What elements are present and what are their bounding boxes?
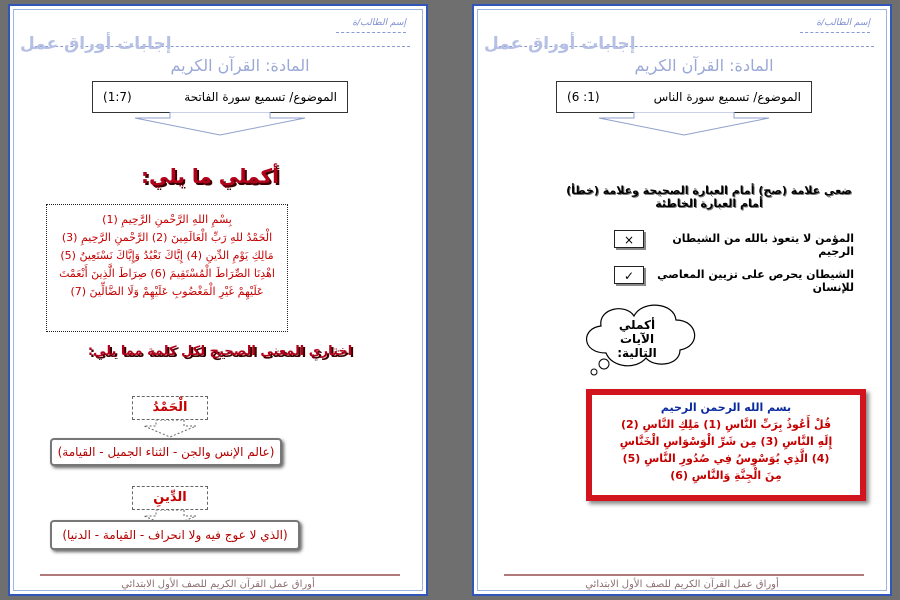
fatiha-verses-box (46, 204, 288, 332)
surah-line: قُلْ أَعُوذُ بِرَبِّ النَّاسِ (1) مَلِكِ النَّاسِ (2) (620, 418, 832, 431)
down-arrow-shape (130, 112, 310, 136)
worksheet-page-fatiha (8, 4, 428, 596)
statement-2: الشيطان يحرص على تزيين المعاصي للإنسان (657, 268, 854, 294)
topic-range: (1: 6) (567, 90, 600, 104)
nas-verses-box (586, 389, 866, 501)
worksheet-page-nas (472, 4, 892, 596)
page-footer: أوراق عمل القرآن الكريم للصف الأول الابتدائي (121, 579, 315, 590)
footer-rule (40, 574, 400, 576)
verse-line: مَالِكِ يَوْمِ الدِّينِ (4) إِيَّاكَ نَعْبُدُ وَإِيَّاكَ نَسْتَعِينُ (5) (60, 249, 274, 262)
footer-rule (504, 574, 864, 576)
student-name-label: إسم الطالب/ة (816, 18, 870, 28)
word-box-alhamd: الْحَمْدُ (132, 396, 208, 420)
cloud-text: أكملي الآيات التالية: (617, 318, 657, 360)
true-false-heading: ضعي علامة (صح) أمام العبارة الصحيحة وعلامة (خطأ) أمام العبارة الخاطئة (566, 184, 852, 210)
topic-text: الموضوع/ تسميع سورة الناس (653, 90, 801, 104)
student-name-label: إسم الطالب/ة (352, 18, 406, 28)
down-arrow-shape (594, 112, 774, 136)
options-box-2: (الذي لا عوج فيه ولا انحراف - القيامة - الدنيا) (50, 520, 300, 550)
surah-line: مِنَ الْجِنَّةِ وَالنَّاسِ (6) (670, 469, 782, 482)
verse-line: عَلَيْهِمْ غَيْرِ الْمَغْضُوبِ عَلَيْهِمْ وَلَا الضَّالِّينَ (7) (70, 285, 264, 298)
topic-box (92, 81, 348, 113)
topic-text: الموضوع/ تسميع سورة الفاتحة (184, 90, 337, 104)
basmala: بسم الله الرحمن الرحيم (660, 401, 792, 414)
topic-box (556, 81, 812, 113)
surah-line: إِلَهِ النَّاسِ (3) مِن شَرِّ الْوَسْوَاسِ الْخَنَّاسِ (619, 435, 833, 448)
answer-box-2: ✓ (614, 266, 644, 284)
name-dotted-line (800, 32, 870, 33)
subject-title: المادة: القرآن الكريم (634, 56, 774, 75)
options-box-1: (عالم الإنس والجن - الثناء الجميل - القيامة) (50, 438, 282, 466)
name-dotted-line (336, 32, 406, 33)
meaning-heading: اختاري المعنى الصحيح لكل كلمة مما يلي: (87, 344, 353, 359)
complete-heading: أكملي ما يلي: (140, 164, 280, 188)
verse-line: اهْدِنَا الصِّرَاطَ الْمُسْتَقِيمَ (6) صِرَاطَ الَّذِينَ أَنْعَمْتَ (59, 267, 275, 280)
verse-line: بِسْمِ اللهِ الرَّحْمنِ الرَّحِيمِ (1) (102, 213, 232, 226)
verse-line: الْحَمْدُ للهِ رَبِّ الْعَالَمِينَ (2) الرَّحْمنِ الرَّحِيمِ (3) (61, 231, 273, 244)
word-box-aldeen: الدِّينِ (132, 486, 208, 510)
topic-range: (1:7) (103, 90, 132, 104)
answer-box-1: × (614, 230, 644, 248)
surah-line: (4) الَّذِي يُوَسْوِسُ فِي صُدُورِ النَّاسِ (5) (622, 452, 830, 465)
subject-title: المادة: القرآن الكريم (170, 56, 310, 75)
answers-watermark: إجابات أوراق عمل (484, 34, 636, 54)
answers-watermark: إجابات أوراق عمل (20, 34, 172, 54)
statement-1: المؤمن لا يتعوذ بالله من الشيطان الرجيم (672, 232, 854, 258)
word-arrow-shape (142, 420, 198, 438)
page-footer: أوراق عمل القرآن الكريم للصف الأول الابتدائي (585, 579, 779, 590)
